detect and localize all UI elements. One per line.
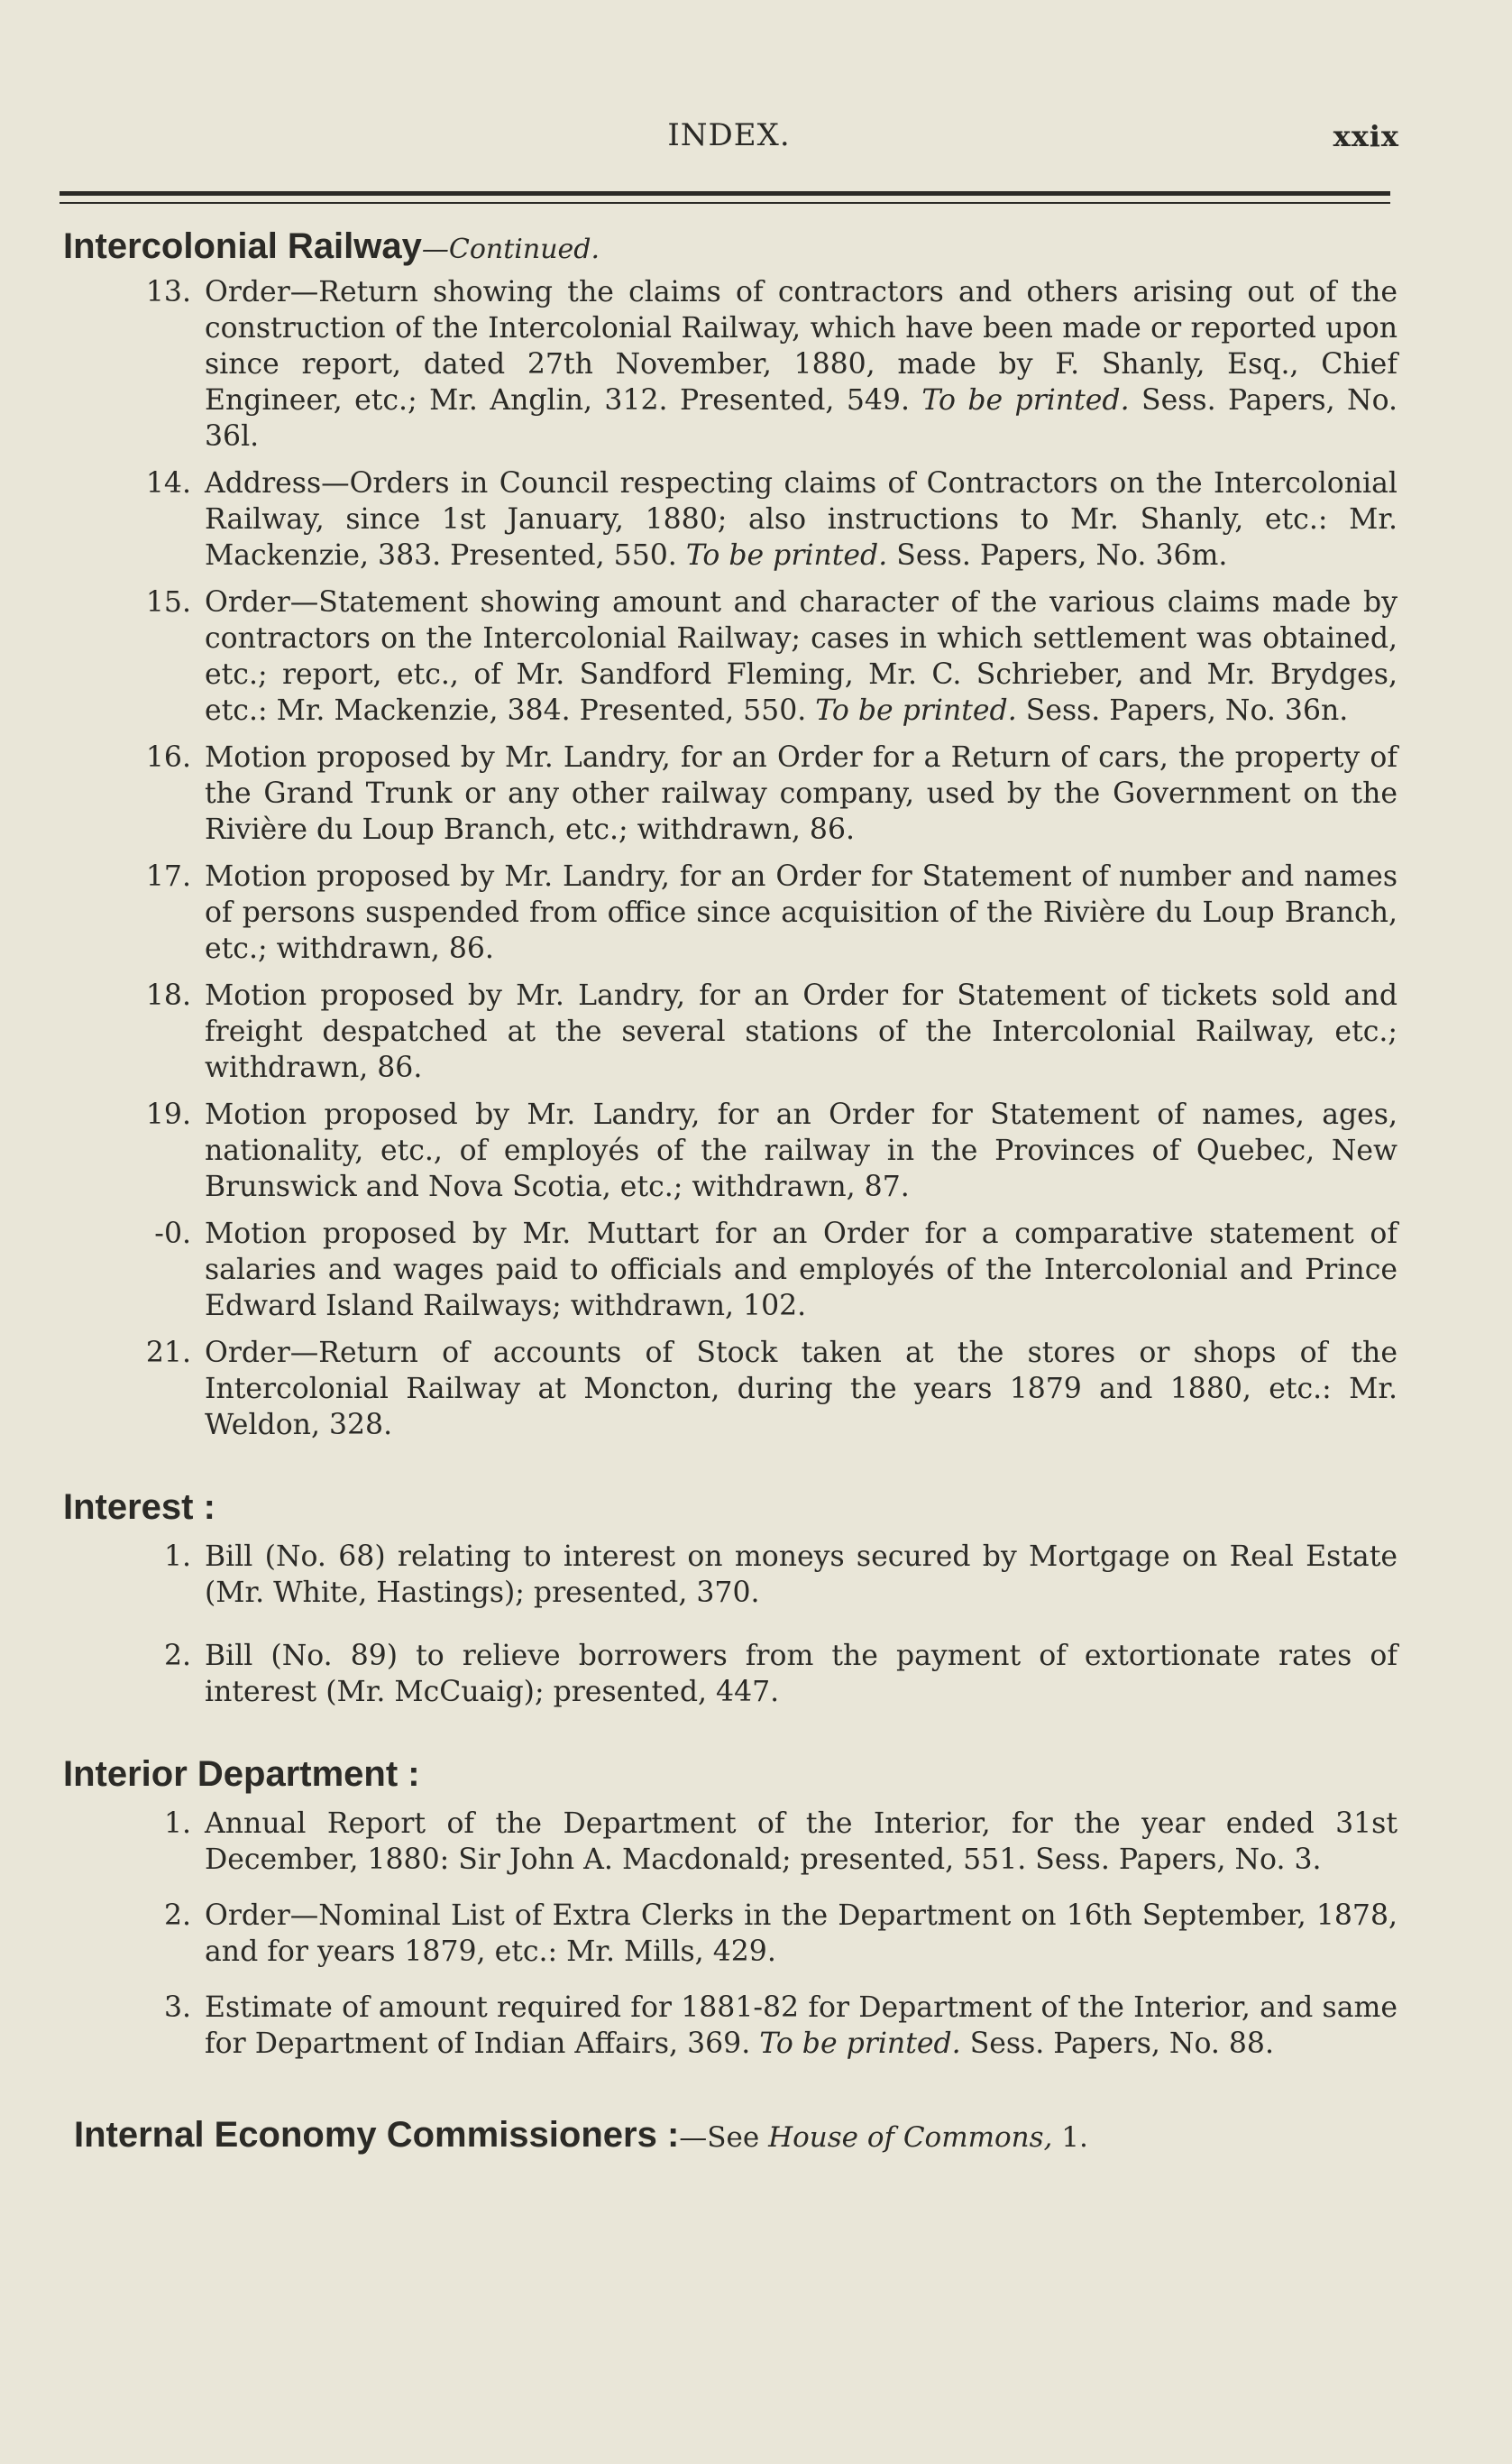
entry-text: Motion proposed by Mr. Muttart for an Order for a comparative statement of salaries and wages paid to officials and employés of the Intercolonial and Prince Edward Island Railways; withdrawn, 102.: [205, 1218, 1397, 1322]
section-heading-interior-department: Interior Department :: [63, 1754, 420, 1794]
index-entry-interior-2: [63, 1898, 1397, 1970]
entry-text: Motion proposed by Mr. Landry, for an Order for Statement of number and names of persons suspended from office since acquisition of the Rivière du Loup Branch, etc.; withdrawn, 86.: [205, 860, 1397, 965]
entry-text: Motion proposed by Mr. Landry, for an Order for Statement of tickets sold and freight despatched at the several stations of the Intercolonial Railway, etc.; withdrawn, 86.: [205, 979, 1397, 1084]
entry-text: Address—Orders in Council respecting claims of Contractors on the Intercolonial Railway, since 1st January, 1880; also instructions to Mr. Shanly, etc.: Mr. Mackenzie, 383. Presented, 550.: [205, 467, 1397, 572]
entry-italic-note: To be printed.: [815, 694, 1017, 727]
entry-text: Order—Statement showing amount and character of the various claims made by contractors on the Intercolonial Railway; cases in which settlement was obtained, etc.; report, etc., of Mr. Sandford Fleming, Mr. C. Schrieber, and Mr. Brydges, etc.: Mr. Mackenzie, 384. Presented, 550.: [205, 586, 1397, 727]
entry-italic-note: To be printed.: [921, 384, 1130, 417]
index-entry-interest-1: [63, 1539, 1397, 1611]
section-heading-internal-economy-commissioners: [63, 2112, 1397, 2157]
section-heading-interest: Interest :: [63, 1487, 215, 1527]
see-page: 1.: [1061, 2121, 1088, 2154]
entry-number: 1.: [163, 1807, 191, 1840]
running-header-title: INDEX.: [667, 117, 791, 153]
page-number: xxix: [1333, 119, 1399, 153]
entry-text: Motion proposed by Mr. Landry, for an Order for Statement of names, ages, nationality, etc., of employés of the railway in the Provinces of Quebec, New Brunswick and Nova Scotia, etc.; withdrawn, 87.: [205, 1099, 1397, 1203]
index-entry-16: [63, 740, 1397, 848]
entry-number: 19.: [145, 1099, 191, 1131]
heading-text: Internal Economy Commissioners :: [74, 2115, 680, 2155]
entry-number: 15.: [145, 586, 191, 619]
index-entry-interest-2: [63, 1638, 1397, 1710]
entry-number: 21.: [145, 1337, 191, 1369]
index-entry-17: [63, 859, 1397, 967]
see-prefix: —See: [679, 2121, 760, 2154]
entry-number: -0.: [154, 1218, 191, 1250]
see-reference: House of Commons,: [768, 2121, 1053, 2154]
entry-number: 14.: [145, 467, 191, 500]
index-entry-14: [63, 465, 1397, 574]
entry-number: 3.: [163, 1991, 191, 2024]
entry-text: Bill (No. 68) relating to interest on moneys secured by Mortgage on Real Estate (Mr. White, Hastings); presented, 370.: [205, 1540, 1397, 1609]
continued-label: —Continued.: [421, 234, 600, 265]
index-entry-interior-1: [63, 1806, 1397, 1878]
entry-text: Order—Return of accounts of Stock taken at the stores or shops of the Intercolonial Railway at Moncton, during the years 1879 and 1880, etc.: Mr. Weldon, 328.: [205, 1337, 1397, 1441]
entry-text: Order—Nominal List of Extra Clerks in the Department on 16th September, 1878, and for years 1879, etc.: Mr. Mills, 429.: [205, 1899, 1397, 1968]
entry-text: Annual Report of the Department of the Interior, for the year ended 31st December, 1880: Sir John A. Macdonald; presented, 551. Sess. Papers, No. 3.: [205, 1807, 1397, 1876]
header-rule-thin: [60, 202, 1390, 204]
index-entry-19: [63, 1097, 1397, 1205]
index-entry-13: [63, 274, 1397, 455]
index-entry-20: [63, 1216, 1397, 1324]
index-entry-15: [63, 584, 1397, 729]
header-rule-thick: [60, 191, 1390, 196]
entry-number: 1.: [163, 1540, 191, 1573]
section-heading-intercolonial-railway: [63, 224, 1397, 269]
entry-number: 16.: [145, 741, 191, 774]
index-entry-18: [63, 978, 1397, 1086]
index-entry-interior-3: [63, 1990, 1397, 2062]
entry-italic-note: To be printed.: [685, 539, 888, 572]
entry-tail: Sess. Papers, No. 88.: [969, 2027, 1274, 2060]
index-content: [63, 224, 1397, 2157]
entry-tail: Sess. Papers, No. 36n.: [1025, 694, 1349, 727]
entry-text: Motion proposed by Mr. Landry, for an Order for a Return of cars, the property of the Grand Trunk or any other railway company, used by the Government on the Rivière du Loup Branch, etc.; withdrawn, 86.: [205, 741, 1397, 846]
entry-text: Bill (No. 89) to relieve borrowers from the payment of extortionate rates of interest (Mr. McCuaig); presented, 447.: [205, 1640, 1397, 1708]
entry-tail: Sess. Papers, No. 36m.: [896, 539, 1228, 572]
heading-text: Intercolonial Railway: [63, 226, 422, 266]
entry-number: 2.: [163, 1640, 191, 1672]
entry-number: 17.: [145, 860, 191, 893]
entry-number: 13.: [145, 276, 191, 308]
entry-italic-note: To be printed.: [759, 2027, 961, 2060]
index-entry-21: [63, 1335, 1397, 1443]
entry-text: Estimate of amount required for 1881-82 for Department of the Interior, and same for Department of Indian Affairs, 369.: [205, 1991, 1397, 2060]
entry-number: 18.: [145, 979, 191, 1012]
entry-number: 2.: [163, 1899, 191, 1932]
entry-tail: Sess. Papers, No. 36l.: [205, 384, 1397, 453]
entry-text: Order—Return showing the claims of contractors and others arising out of the construction of the Intercolonial Railway, which have been made or reported upon since report, dated 27th November, 1880, made by F. Shanly, Esq., Chief Engineer, etc.; Mr. Anglin, 312. Presented, 549.: [205, 276, 1397, 417]
